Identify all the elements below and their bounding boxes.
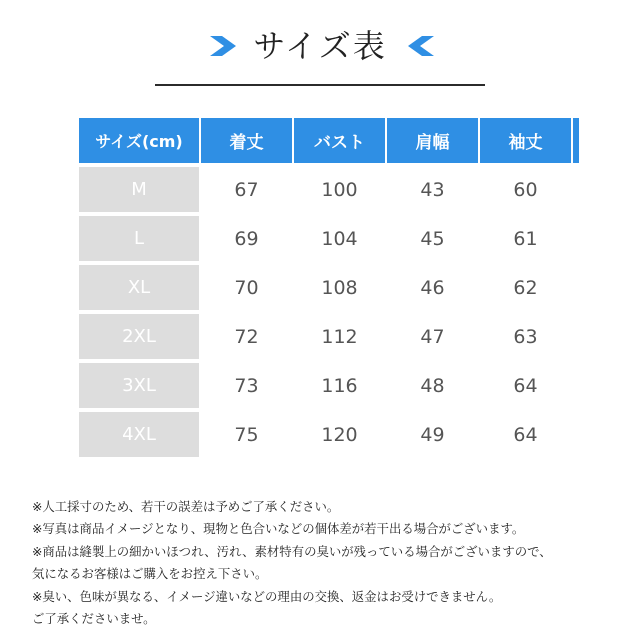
value-cell: 112 [321, 325, 358, 348]
size-label: XL [79, 265, 199, 310]
value-cell: 61 [513, 227, 538, 250]
value-cell: 72 [234, 325, 259, 348]
value-cell: 47 [420, 325, 445, 348]
size-label: 2XL [79, 314, 199, 359]
note-line: ※臭い、色味が異なる、イメージ違いなどの理由の交換、返金はお受けできません。 [32, 588, 502, 604]
size-label: 4XL [79, 412, 199, 457]
value-cell: 64 [513, 374, 538, 397]
note-line: ※商品は縫製上の細かいほつれ、汚れ、素材特有の臭いが残っている場合がございますので、 [32, 543, 552, 559]
chevron-left-icon [408, 36, 434, 56]
value-cell: 45 [420, 227, 445, 250]
value-cell: 48 [420, 374, 445, 397]
header-cell-bust: バスト [294, 118, 385, 163]
value-cell: 116 [321, 374, 358, 397]
size-label: 3XL [79, 363, 199, 408]
page-title: サイズ表 [253, 27, 387, 65]
title-area [0, 24, 640, 68]
notes [32, 496, 632, 630]
table-row [79, 265, 579, 314]
table-row [79, 167, 579, 216]
note-line: ※人工採寸のため、若干の誤差は予めご了承ください。 [32, 499, 340, 514]
note-line: 気になるお客様はご購入をお控え下さい。 [32, 566, 268, 582]
value-cell: 75 [234, 423, 259, 446]
value-cell: 120 [321, 423, 358, 446]
table-row [79, 216, 579, 265]
header-cell-shoulder: 肩幅 [387, 118, 478, 163]
table-row [79, 363, 579, 412]
value-cell: 43 [420, 178, 445, 201]
size-label: L [79, 216, 199, 261]
chevron-right-icon [210, 36, 236, 56]
size-table [79, 118, 579, 461]
title-divider [155, 84, 485, 86]
value-cell: 60 [513, 178, 538, 201]
value-cell: 69 [234, 227, 259, 250]
value-cell: 108 [321, 276, 358, 299]
header-cell-size: サイズ(cm) [79, 118, 199, 163]
value-cell: 49 [420, 423, 445, 446]
table-row [79, 412, 579, 461]
header-cell-length: 着丈 [201, 118, 292, 163]
value-cell: 64 [513, 423, 538, 446]
value-cell: 100 [321, 178, 358, 201]
size-label: M [79, 167, 199, 212]
table-row [79, 314, 579, 363]
note-line: ご了承くださいませ。 [32, 611, 156, 627]
value-cell: 46 [420, 276, 445, 299]
value-cell: 67 [234, 178, 259, 201]
value-cell: 73 [234, 374, 259, 397]
value-cell: 63 [513, 325, 538, 348]
header-cell-cropped [573, 118, 579, 163]
value-cell: 62 [513, 276, 538, 299]
table-header-row [79, 118, 579, 167]
note-line: ※写真は商品イメージとなり、現物と色合いなどの個体差が若干出る場合がございます。 [32, 521, 525, 537]
value-cell: 104 [321, 227, 358, 250]
value-cell: 70 [234, 276, 259, 299]
header-cell-sleeve: 袖丈 [480, 118, 571, 163]
